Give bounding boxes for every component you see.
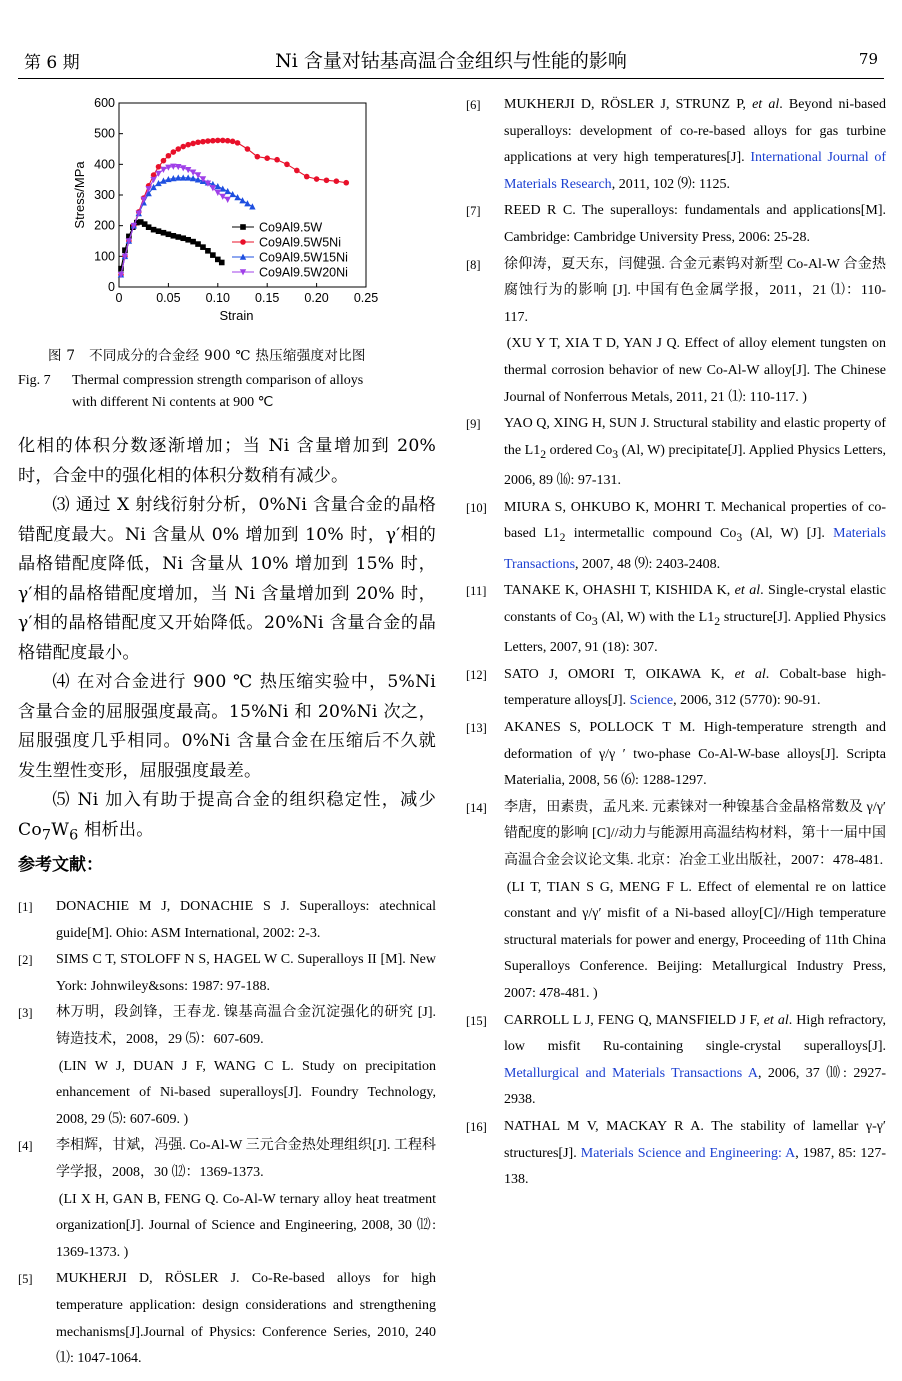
y-tick-label: 300 bbox=[94, 188, 115, 202]
ref-number: [8] bbox=[466, 257, 481, 272]
ref-number: [15] bbox=[466, 1013, 487, 1028]
data-point bbox=[224, 197, 230, 203]
ref-text-post: (Al, W) precipitate[J]. Applied Physics Letters, 2006, 89 ⒃: 97-131. bbox=[504, 442, 887, 489]
ref-text-mid: (Al, W) with the L1 bbox=[597, 609, 715, 625]
running-title: Ni 含量对钴基高温合金组织与性能的影响 bbox=[275, 50, 627, 72]
issue-number: 第 6 期 bbox=[24, 53, 80, 73]
data-point bbox=[151, 227, 157, 233]
data-point bbox=[185, 237, 191, 243]
data-point bbox=[343, 180, 349, 186]
series-line-1 bbox=[121, 222, 222, 269]
data-point bbox=[190, 239, 196, 245]
stress-strain-chart bbox=[18, 86, 436, 326]
data-point bbox=[274, 157, 280, 163]
data-point bbox=[314, 176, 320, 182]
reference-8 bbox=[466, 252, 886, 412]
ref-number: [6] bbox=[466, 98, 481, 112]
et-al: et al bbox=[734, 583, 761, 599]
ref-number: [14] bbox=[466, 800, 487, 815]
data-point bbox=[284, 162, 290, 168]
ref-text-post: , 2007, 48 ⑼: 2403-2408. bbox=[575, 556, 721, 572]
reference-9 bbox=[466, 411, 886, 495]
data-point bbox=[294, 168, 300, 174]
subscript: 2 bbox=[714, 614, 721, 628]
data-point bbox=[205, 248, 211, 254]
x-tick-label: 0.05 bbox=[156, 291, 181, 305]
reference-13 bbox=[466, 715, 886, 795]
x-tick-label: 0 bbox=[115, 291, 123, 305]
ref-number: [9] bbox=[466, 417, 481, 432]
x-tick-label: 0.25 bbox=[353, 291, 379, 305]
paragraph-1: 化相的体积分数逐渐增加；当 Ni 含量增加到 20% 时，合金中的强化相的体积分数稍有减少。 bbox=[18, 436, 436, 486]
legend-marker bbox=[240, 239, 246, 245]
ref-text-post: , 2006, 37 ⑽: 2927-2938. bbox=[504, 1065, 886, 1108]
ref-text: REED R C. The superalloys: fundamentals and applications[M]. Cambridge: Cambridge University Press, 2006: 25-28. bbox=[504, 203, 886, 245]
figure-caption-cn: 图 7 不同成分的合金经 900 ℃ 热压缩强度对比图 bbox=[48, 348, 366, 364]
data-point bbox=[219, 260, 225, 266]
paragraph-3: ⑷ 在对合金进行 900 ℃ 热压缩实验中，5%Ni 含量合金的屈服强度最高。15%Ni 和 20%Ni 次之，屈服强度几乎相同。0%Ni 含量合金在压缩后不久就发生塑性变形，屈服强度最差。 bbox=[18, 672, 436, 781]
subscript: 3 bbox=[591, 614, 598, 628]
figure-label: Fig. 7 bbox=[18, 373, 51, 388]
journal-link[interactable]: Science bbox=[629, 693, 674, 709]
data-point bbox=[205, 138, 211, 144]
figure-7-chart bbox=[18, 86, 436, 326]
ref-number: [5] bbox=[18, 1272, 33, 1287]
data-point bbox=[210, 252, 216, 258]
data-point bbox=[210, 138, 216, 144]
data-point bbox=[161, 230, 167, 236]
ref-text-post: , 2006, 312 (5770): 90-91. bbox=[673, 693, 821, 709]
data-point bbox=[334, 178, 340, 184]
reference-7 bbox=[466, 198, 886, 251]
data-point bbox=[235, 140, 241, 146]
references-left bbox=[18, 894, 436, 1373]
legend-label: Co9Al9.5W20Ni bbox=[259, 265, 348, 280]
ref-number: [7] bbox=[466, 204, 481, 219]
journal-link[interactable]: Materials Science and Engineering: A bbox=[580, 1145, 796, 1161]
reference-5 bbox=[18, 1266, 436, 1372]
reference-6 bbox=[466, 92, 886, 198]
ref-text: YAO Q, XING H, SUN J. Structural stability and elastic property of the L1 bbox=[504, 416, 886, 458]
ref-text: SATO J, OMORI T, OIKAWA K, bbox=[504, 666, 735, 682]
ref-number: [1] bbox=[18, 900, 33, 914]
ref-number: [3] bbox=[18, 1006, 33, 1021]
ref-text: SIMS C T, STOLOFF N S, HAGEL W C. Superalloys II [M]. New York: Johnwiley&sons: 1987: 97-188. bbox=[56, 952, 436, 994]
ref-text-mid: . High refractory, low misfit Ru-containing single-crystal superalloys[J]. bbox=[504, 1012, 886, 1055]
ref-translation: (XU Y T, XIA T D, YAN J Q. Effect of alloy element tungsten on thermal corrosion behavior of new Co-Al-W alloy[J]. The Chinese Journal of Nonferrous Metals, 2011, 21 ⑴: 110-117. ) bbox=[504, 336, 886, 405]
caption-en-line2: with different Ni contents at 900 ℃ bbox=[72, 395, 274, 410]
data-point bbox=[200, 139, 206, 145]
ref-number: [4] bbox=[18, 1139, 33, 1154]
data-point bbox=[190, 141, 196, 147]
et-al: et al bbox=[734, 666, 766, 682]
x-tick-label: 0.20 bbox=[304, 291, 329, 305]
journal-link[interactable]: International Journal of Materials Research bbox=[504, 150, 886, 192]
legend-marker bbox=[240, 224, 246, 230]
data-point bbox=[146, 224, 152, 230]
data-point bbox=[255, 154, 261, 160]
legend-label: Co9Al9.5W bbox=[259, 220, 323, 235]
ref-text-mid: intermetallic compound Co bbox=[565, 526, 737, 542]
reference-16 bbox=[466, 1114, 886, 1194]
page-header bbox=[0, 0, 902, 80]
ref-number: [16] bbox=[466, 1119, 487, 1134]
data-point bbox=[245, 146, 251, 152]
data-point bbox=[166, 153, 172, 159]
subscript: 2 bbox=[559, 531, 566, 545]
data-point bbox=[264, 155, 270, 161]
reference-15 bbox=[466, 1008, 886, 1114]
references-heading: 参考文献： bbox=[18, 855, 103, 875]
ref-text-mid: . Beyond ni-based superalloys: development of co-re-based alloys for gas turbine applications at very high temperatures[J]. bbox=[504, 97, 886, 166]
data-point bbox=[171, 233, 177, 239]
subscript: 3 bbox=[736, 531, 743, 545]
p4-mid: W bbox=[51, 819, 70, 840]
data-point bbox=[215, 138, 221, 144]
data-point bbox=[171, 149, 177, 155]
data-point bbox=[220, 138, 226, 144]
ref-text: CARROLL L J, FENG Q, MANSFIELD J F, bbox=[504, 1012, 764, 1028]
caption-en-line1: Thermal compression strength comparison of alloys bbox=[72, 373, 364, 388]
y-tick-label: 100 bbox=[94, 249, 115, 264]
ref-text: AKANES S, POLLOCK T M. High-temperature strength and deformation of γ/γ ′ two-phase Co-Al-W-base alloys[J]. Scripta Materialia, 2008, 56 ⑹: 1288-1297. bbox=[504, 720, 886, 789]
ref-text: MIURA S, OHKUBO K, MOHRI T. Mechanical properties of co-based L1 bbox=[504, 499, 886, 542]
ref-translation: (LI T, TIAN S G, MENG F L. Effect of elemental re on lattice constant and γ/γ′ misfit of a Ni-based alloy[C]//High temperature structural materials for power and energy, Proceeding of 11th China Superalloys Conference. Beijing: Metallurgical Industry Press, 2007: 478-481. ) bbox=[504, 879, 886, 1001]
ref-translation: (LI X H, GAN B, FENG Q. Co-Al-W ternary alloy heat treatment organization[J]. Journal of Science and Engineering, 2008, 30 ⑿: 1369-1373. ) bbox=[56, 1191, 436, 1260]
ref-number: [2] bbox=[18, 953, 33, 968]
ref-text: TANAKE K, OHASHI T, KISHIDA K, bbox=[504, 583, 735, 599]
reference-14 bbox=[466, 795, 886, 1008]
legend-label: Co9Al9.5W5Ni bbox=[259, 235, 341, 250]
ref-text: 李唐，田素贵，孟凡来. 元素铼对一种镍基合金晶格常数及 γ/γ′错配度的影响 [C]//动力与能源用高温结构材料，第十一届中国高温合金会议论文集. 北京：冶金工业出版社，2007：478-481. bbox=[504, 799, 886, 869]
x-tick-label: 0.15 bbox=[255, 291, 280, 305]
ref-number: [11] bbox=[466, 584, 487, 599]
et-al: et al bbox=[752, 97, 780, 112]
y-tick-label: 400 bbox=[94, 157, 115, 172]
data-point bbox=[225, 138, 231, 144]
y-tick-label: 600 bbox=[94, 96, 115, 110]
ref-text-mid: ordered Co bbox=[546, 442, 613, 458]
reference-10 bbox=[466, 495, 886, 579]
data-point bbox=[195, 241, 201, 247]
reference-12 bbox=[466, 662, 886, 715]
ref-translation: (LIN W J, DUAN J F, WANG C L. Study on precipitation enhancement of Ni-based superalloys[J]. Foundry Technology, 2008, 29 ⑸: 607-609. ) bbox=[56, 1058, 436, 1127]
ref-text-mid: . Single-crystal elastic constants of Co bbox=[504, 583, 886, 625]
ref-text: 李相辉，甘斌，冯强. Co-Al-W 三元合金热处理组织[J]. 工程科学学报，2008，30 ⑿：1369-1373. bbox=[56, 1138, 436, 1180]
ref-text: 徐仰涛，夏天东，闫健强. 合金元素钨对新型 Co-Al-W 合金热腐蚀行为的影响 [J]. 中国有色金属学报，2011，21 ⑴：110-117. bbox=[504, 256, 886, 325]
p4-text: ⑸ Ni 加入有助于提高合金的组织稳定性，减少 Co bbox=[18, 790, 436, 840]
y-tick-label: 500 bbox=[94, 126, 115, 141]
ref-text-mid: . Cobalt-base high-temperature alloys[J]. bbox=[504, 666, 886, 709]
et-al: et al bbox=[763, 1012, 789, 1028]
paragraph-2: ⑶ 通过 X 射线衍射分析，0%Ni 含量合金的晶格错配度最大。Ni 含量从 0% 增加到 10% 时，γ′相的晶格错配度降低，Ni 含量从 10% 增加到 15% 时，γ′相的晶格错配度增加，当 Ni 含量增加到 20% 时，γ′相的晶格错配度又开始降低。20%Ni 含量合金的晶格错配度最小。 bbox=[18, 495, 436, 663]
data-point bbox=[166, 231, 172, 237]
reference-11 bbox=[466, 578, 886, 662]
y-tick-label: 0 bbox=[108, 280, 115, 294]
p4-sub-2: 6 bbox=[69, 826, 79, 843]
data-point bbox=[180, 235, 186, 241]
subscript: 3 bbox=[612, 447, 619, 461]
ref-number: [10] bbox=[466, 500, 487, 515]
x-tick-label: 0.10 bbox=[205, 291, 230, 305]
data-point bbox=[324, 177, 330, 183]
ref-text: MUKHERJI D, RÖSLER J. Co-Re-based alloys for high temperature application: design considerations and strengthening mechanisms[J].Journal of Physics: Conference Series, 2010, 240 ⑴: 1047-1064. bbox=[56, 1271, 436, 1367]
data-point bbox=[156, 228, 162, 234]
data-point bbox=[175, 234, 181, 240]
legend-label: Co9Al9.5W15Ni bbox=[259, 250, 348, 265]
ref-text-post: , 2011, 102 ⑼: 1125. bbox=[611, 176, 731, 192]
ref-text: 林万明，段剑锋，王春龙. 镍基高温合金沉淀强化的研究 [J]. 铸造技术，2008，29 ⑸：607-609. bbox=[56, 1005, 436, 1047]
journal-link[interactable]: Materials Transactions bbox=[504, 526, 886, 572]
page-number: 79 bbox=[858, 50, 878, 68]
ref-text: DONACHIE M J, DONACHIE S J. Superalloys: atechnical guide[M]. Ohio: ASM International, 2002: 2-3. bbox=[56, 899, 436, 941]
ref-text: MUKHERJI D, RÖSLER J, STRUNZ P, bbox=[504, 97, 753, 112]
data-point bbox=[180, 144, 186, 150]
reference-2 bbox=[18, 947, 436, 1000]
p4-sub-1: 7 bbox=[41, 826, 52, 843]
figure-caption-en bbox=[18, 370, 436, 414]
reference-4 bbox=[18, 1133, 436, 1266]
header-rule bbox=[18, 78, 884, 79]
y-tick-label: 200 bbox=[94, 218, 115, 233]
data-point bbox=[141, 197, 147, 203]
data-point bbox=[230, 139, 236, 145]
ref-text: NATHAL M V, MACKAY R A. The stability of lamellar γ-γ′ structures[J]. bbox=[504, 1118, 886, 1161]
reference-3 bbox=[18, 1000, 436, 1133]
ref-number: [12] bbox=[466, 667, 487, 682]
ref-text-post: , 1987, 85: 127-138. bbox=[504, 1145, 886, 1188]
ref-text-post: structure[J]. Applied Physics Letters, 2007, 91 (18): 307. bbox=[504, 609, 886, 656]
data-point bbox=[175, 146, 181, 152]
journal-link[interactable]: Metallurgical and Materials Transactions A bbox=[504, 1065, 758, 1081]
subscript: 2 bbox=[540, 447, 547, 461]
x-axis-label: Strain bbox=[219, 308, 254, 323]
right-column bbox=[466, 92, 886, 1194]
data-point bbox=[304, 174, 310, 180]
data-point bbox=[185, 142, 191, 148]
paragraph-4 bbox=[18, 786, 436, 850]
data-point bbox=[200, 244, 206, 250]
conclusion-text bbox=[18, 432, 436, 850]
y-axis-label: Stress/MPa bbox=[72, 161, 87, 229]
ref-text-mid: (Al, W) [J]. bbox=[742, 526, 834, 542]
ref-number: [13] bbox=[466, 721, 487, 736]
reference-1 bbox=[18, 894, 436, 947]
data-point bbox=[195, 139, 201, 145]
p4-post: 相析出。 bbox=[78, 819, 154, 840]
data-point bbox=[161, 158, 167, 164]
